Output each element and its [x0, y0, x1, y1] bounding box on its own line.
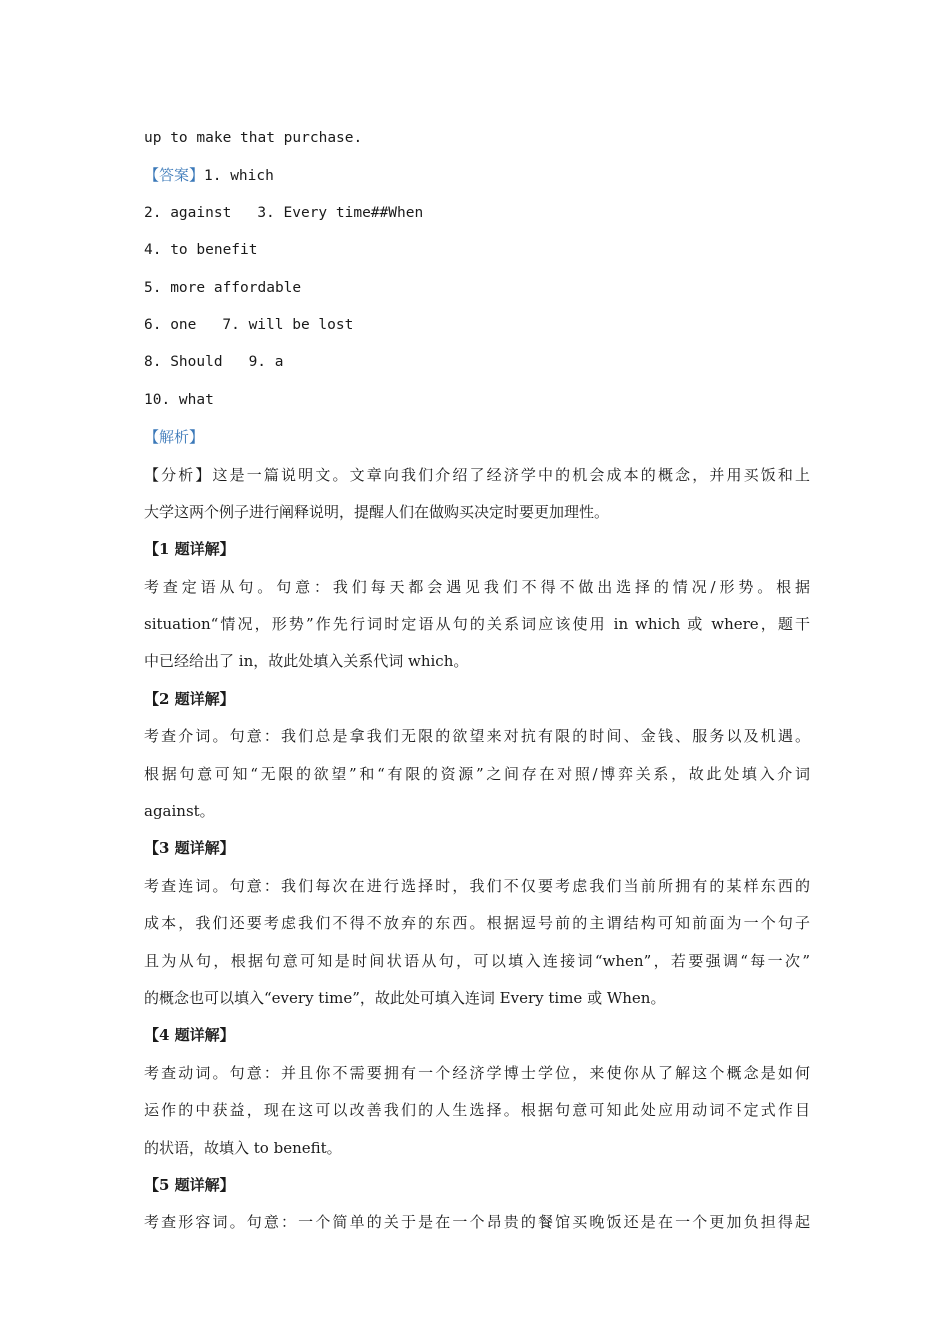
continuation-line: up to make that purchase. [144, 130, 363, 146]
q1-line-1: 考查定语从句。句意：我们每天都会遇见我们不得不做出选择的情况/形势。根据 [144, 577, 810, 596]
answer-9: 9. a [248, 354, 284, 371]
q4-heading: 【4 题详解】 [144, 1026, 235, 1045]
answer-label: 【答案】 [144, 166, 205, 185]
q1-line-2: situation“情况，形势”作先行词时定语从句的关系词应该使用 in which 或 where，题干 [144, 615, 810, 634]
analysis-line-1: 【分析】这是一篇说明文。文章向我们介绍了经济学中的机会成本的概念，并用买饭和上 [144, 465, 810, 484]
q5-heading: 【5 题详解】 [144, 1175, 235, 1194]
q4-line-1: 考查动词。句意：并且你不需要拥有一个经济学博士学位，来使你从了解这个概念是如何 [144, 1063, 810, 1082]
answer-4: 4. to benefit [144, 242, 258, 259]
answer-10: 10. what [144, 391, 214, 408]
answer-3: 3. Every time##When [257, 204, 424, 221]
q3-line-4: 的概念也可以填入“every time”，故此处可填入连词 Every time 或 When。 [144, 988, 666, 1007]
q2-line-1: 考查介词。句意：我们总是拿我们无限的欲望来对抗有限的时间、金钱、服务以及机遇。 [144, 727, 810, 746]
answer-line-6 [144, 307, 810, 344]
answer-line-4 [144, 232, 810, 269]
answer-1: 1. which [204, 168, 274, 185]
q2-heading: 【2 题详解】 [144, 689, 235, 708]
answer-2: 2. against [144, 204, 232, 221]
answer-6: 6. one [144, 316, 197, 333]
q3-line-2: 成本，我们还要考虑我们不得不放弃的东西。根据逗号前的主谓结构可知前面为一个句子 [144, 914, 810, 933]
q1-line-3: 中已经给出了 in，故此处填入关系代词 which。 [144, 652, 469, 671]
q3-heading: 【3 题详解】 [144, 839, 235, 858]
q2-line-2: 根据句意可知“无限的欲望”和“有限的资源”之间存在对照/博弈关系，故此处填入介词 [144, 764, 810, 783]
q5-line-1: 考查形容词。句意：一个简单的关于是在一个昂贵的餐馆买晚饭还是在一个更加负担得起 [144, 1213, 810, 1232]
answer-7: 7. will be lost [222, 316, 354, 333]
q1-heading: 【1 题详解】 [144, 540, 235, 559]
answer-line-8 [144, 344, 810, 381]
answer-8: 8. Should [144, 354, 223, 371]
answer-line-10 [144, 382, 810, 419]
analysis-line-2: 大学这两个例子进行阐释说明，提醒人们在做购买决定时要更加理性。 [144, 502, 610, 521]
q3-line-1: 考查连词。句意：我们每次在进行选择时，我们不仅要考虑我们当前所拥有的某样东西的 [144, 876, 810, 895]
q4-line-3: 的状语，故填入 to benefit。 [144, 1138, 342, 1157]
q2-line-3: against。 [144, 802, 215, 821]
answer-line-5 [144, 270, 810, 307]
q3-line-3: 且为从句，根据句意可知是时间状语从句，可以填入连接词“when”，若要强调“每一次” [144, 951, 810, 970]
answer-5: 5. more affordable [144, 279, 302, 296]
document-page [144, 120, 810, 1242]
q4-line-2: 运作的中获益，现在这可以改善我们的人生选择。根据句意可知此处应用动词不定式作目 [144, 1101, 810, 1120]
analysis-label: 【解析】 [144, 428, 205, 447]
answer-line-2 [144, 195, 810, 232]
answer-line-1 [144, 157, 810, 194]
